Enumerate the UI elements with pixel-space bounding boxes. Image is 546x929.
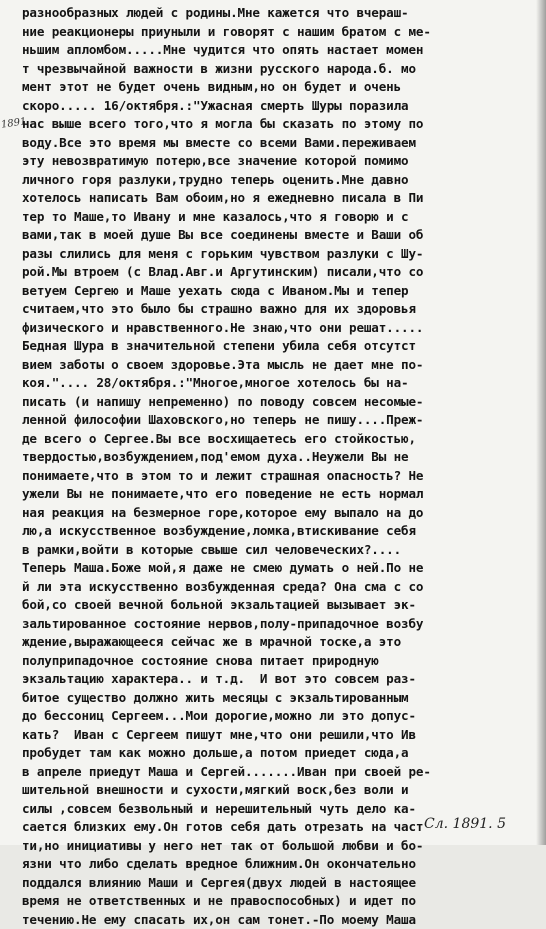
text-line: эту невозвратимую потерю,все значение которой помимо — [22, 152, 542, 171]
text-line: битое существо должно жить месяцы с экзальтированным — [22, 689, 542, 708]
text-line: ужели Вы не понимаете,что его поведение не есть нормал — [22, 485, 542, 504]
text-line: ждение,выражающееся сейчас же в мрачной тоске,а это — [22, 633, 542, 652]
text-line: ньшим апломбом.....Мне чудится что опять настает момен — [22, 41, 542, 60]
text-line: мент этот не будет очень видным,но он будет и очень — [22, 78, 542, 97]
handwritten-footer-note: Сл. 1891. 5 — [424, 816, 506, 832]
text-line: ная реакция на безмерное горе,которое ему выпало на до — [22, 504, 542, 523]
text-line: сается близких ему.Он готов себя дать отрезать на част — [22, 818, 542, 837]
handwritten-margin-note: 1891 — [0, 116, 27, 130]
text-line: понимаете,что в этом то и лежит страшная опасность? Не — [22, 467, 542, 486]
text-line: в рамки,войти в которые свыше сил человеческих?.... — [22, 541, 542, 560]
text-line: вием заботы о своем здоровье.Эта мысль не дает мне по- — [22, 356, 542, 375]
text-line: лю,а искусственное возбуждение,ломка,втискивание себя — [22, 522, 542, 541]
text-line: поддался влиянию Маши и Сергея(двух людей в настоящее — [22, 874, 542, 893]
text-line: нас выше всего того,что я могла бы сказать по этому по — [22, 115, 542, 134]
text-line: де всего о Сергее.Вы все восхищаетесь его стойкостью, — [22, 430, 542, 449]
text-line: коя.".... 28/октября.:"Многое,многое хотелось бы на- — [22, 374, 542, 393]
text-line: ленной философии Шаховского,но теперь не пишу....Преж- — [22, 411, 542, 430]
text-line: зальтированное состояние нервов,полу-припадочное возбу — [22, 615, 542, 634]
text-line: язни что либо сделать вредное ближним.Он окончательно — [22, 855, 542, 874]
text-line: вами,так в моей душе Вы все соединены вместе и Ваши об — [22, 226, 542, 245]
text-line: разнообразных людей с родины.Мне кажется что вчераш- — [22, 4, 542, 23]
typed-text-block — [22, 4, 542, 929]
text-line: хотелось написать Вам обоим,но я ежедневно писала в Пи — [22, 189, 542, 208]
text-line: в апреле приедут Маша и Сергей.......Иван при своей ре- — [22, 763, 542, 782]
text-line: течению.Не ему спасать их,он сам тонет.-По моему Маша — [22, 911, 542, 929]
text-line: бой,со своей вечной больной экзальтацией вызывает эк- — [22, 596, 542, 615]
text-line: писать (и напишу непременно) по поводу совсем несомые- — [22, 393, 542, 412]
text-line: ти,но инициативы у него нет так от большой любви и бо- — [22, 837, 542, 856]
text-line: личного горя разлуки,трудно теперь оценить.Мне давно — [22, 171, 542, 190]
text-line: твердостью,возбуждением,под'емом духа..Неужели Вы не — [22, 448, 542, 467]
text-line: тер то Маше,то Ивану и мне казалось,что я говорю и с — [22, 208, 542, 227]
text-line: разы слились для меня с горьким чувством разлуки с Шу- — [22, 245, 542, 264]
text-line: до бессониц Сергеем...Мои дорогие,можно ли это допус- — [22, 707, 542, 726]
text-line: полуприпадочное состояние снова питает природную — [22, 652, 542, 671]
text-line: время не ответственных и не правоспособных) и идет по — [22, 892, 542, 911]
text-line: скоро..... 16/октября.:"Ужасная смерть Шуры поразила — [22, 97, 542, 116]
text-line: экзальтацию характера.. и т.д. И вот это совсем раз- — [22, 670, 542, 689]
text-line: т чрезвычайной важности в жизни русского народа.б. мо — [22, 60, 542, 79]
text-line: пробудет там как можно дольше,а потом приедет сюда,а — [22, 744, 542, 763]
text-line: воду.Все это время мы вместе со всеми Вами.переживаем — [22, 134, 542, 153]
text-line: кать? Иван с Сергеем пишут мне,что они решили,что Ив — [22, 726, 542, 745]
text-line: шительной внешности и сухости,мягкий воск,без воли и — [22, 781, 542, 800]
text-line: физического и нравственного.Не знаю,что они решат..... — [22, 319, 542, 338]
text-line: ние реакционеры приуныли и говорят с нашим братом с ме- — [22, 23, 542, 42]
text-line: Теперь Маша.Боже мой,я даже не смею думать о ней.По не — [22, 559, 542, 578]
text-line: Бедная Шура в значительной степени убила себя отсутст — [22, 337, 542, 356]
text-line: й ли эта искусственно возбужденная среда? Она сма с со — [22, 578, 542, 597]
text-line: силы ,совсем безвольный и нерешительный чуть дело ка- — [22, 800, 542, 819]
text-line: рой.Мы втроем (с Влад.Авг.и Аргутинским) писали,что со — [22, 263, 542, 282]
text-line: считаем,что это было бы страшно важно для их здоровья — [22, 300, 542, 319]
text-line: ветуем Сергею и Маше уехать сюда с Иваном.Мы и тепер — [22, 282, 542, 301]
